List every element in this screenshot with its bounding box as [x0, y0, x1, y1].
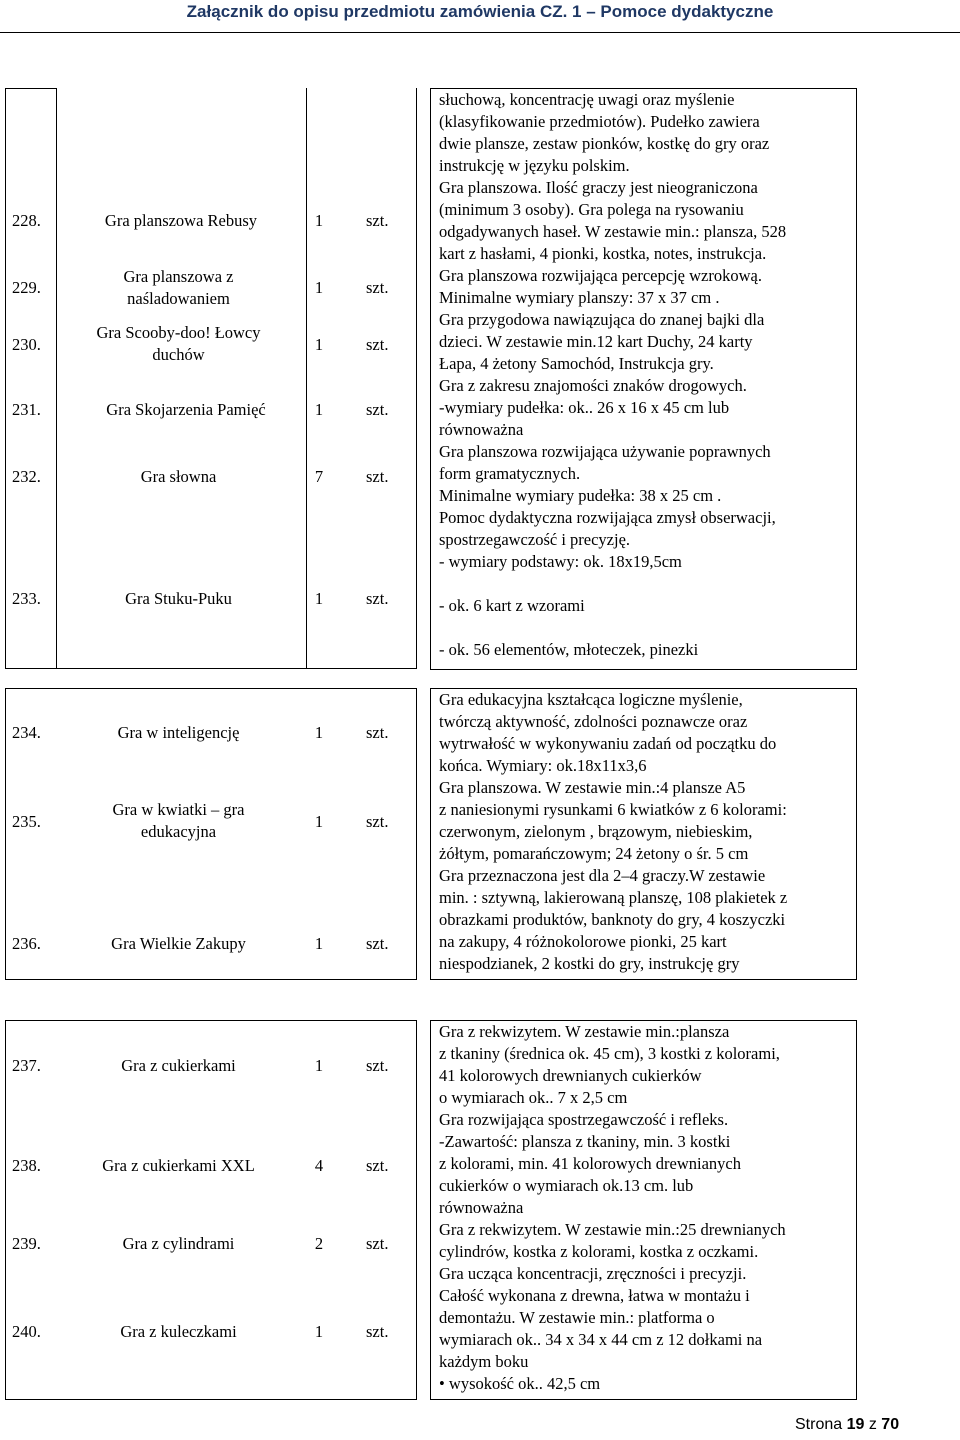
item-qty: 1 [314, 335, 324, 354]
description-line: cylindrów, kostka z kolorami, kostka z oczkami. [439, 1242, 759, 1261]
footer-prefix: Strona [795, 1416, 843, 1433]
description-text [439, 689, 854, 975]
item-name: Gra Skojarzenia Pamięć [106, 400, 266, 419]
description-line: Gra planszowa. W zestawie min.:4 plansze A5 [439, 778, 746, 797]
item-unit: szt. [366, 812, 389, 831]
description-line: • wysokość ok.. 42,5 cm [439, 1374, 601, 1393]
description-line: niespodzianek, 2 kostki do gry, instrukcję gry [439, 954, 740, 973]
item-name [66, 322, 291, 366]
item-qty: 1 [314, 934, 324, 953]
description-line: równoważna [439, 1198, 524, 1217]
item-name: Gra z cylindrami [122, 1234, 235, 1253]
description-line: min. : sztywną, lakierowaną planszę, 108 plakietek z [439, 888, 788, 907]
description-line: żółtym, pomarańczowym; 24 żetony o śr. 5 cm [439, 844, 749, 863]
description-line: obrazkami produktów, banknoty do gry, 4 koszyczki [439, 910, 786, 929]
item-unit: szt. [366, 211, 389, 230]
description-line: (klasyfikowanie przedmiotów). Pudełko zawiera [439, 112, 760, 131]
item-qty: 2 [314, 1234, 324, 1253]
item-unit: szt. [366, 1056, 389, 1075]
item-name: Gra Stuku-Puku [125, 589, 232, 608]
description-line: -Zawartość: plansza z tkaniny, min. 3 kostki [439, 1132, 731, 1151]
item-qty: 1 [314, 1056, 324, 1075]
description-line: instrukcję w języku polskim. [439, 156, 630, 175]
page-footer [795, 1416, 899, 1434]
footer-of: z [868, 1416, 877, 1433]
item-name: Gra planszowa Rebusy [104, 211, 258, 230]
item-name: Gra Wielkie Zakupy [111, 934, 246, 953]
item-number: 240. [12, 1322, 41, 1341]
description-line: o wymiarach ok.. 7 x 2,5 cm [439, 1088, 628, 1107]
description-line: Gra rozwijająca spostrzegawczość i refleks. [439, 1110, 729, 1129]
description-line: spostrzegawczość i precyzję. [439, 530, 631, 549]
item-number: 234. [12, 723, 41, 742]
item-name: Gra w inteligencję [117, 723, 240, 742]
item-unit: szt. [366, 1322, 389, 1341]
description-line: - ok. 6 kart z wzorami [439, 596, 585, 615]
item-number: 233. [12, 589, 41, 608]
item-qty: 1 [314, 211, 324, 230]
item-unit: szt. [366, 934, 389, 953]
item-unit: szt. [366, 335, 389, 354]
description-line: Łapa, 4 żetony Samochód, Instrukcja gry. [439, 354, 714, 373]
description-line: Gra edukacyjna kształcąca logiczne myślenie, [439, 690, 743, 709]
item-number: 229. [12, 278, 41, 297]
description-line: Gra z zakresu znajomości znaków drogowych. [439, 376, 747, 395]
description-line: Minimalne wymiary pudełka: 38 x 25 cm . [439, 486, 722, 505]
item-qty: 1 [314, 723, 324, 742]
items-table-block-3 [5, 1020, 417, 1400]
item-qty: 1 [314, 278, 324, 297]
description-line: na zakupy, 4 różnokolorowe pionki, 25 kart [439, 932, 727, 951]
item-unit: szt. [366, 1156, 389, 1175]
item-number: 237. [12, 1056, 41, 1075]
item-number: 235. [12, 812, 41, 831]
item-qty: 1 [314, 589, 324, 608]
item-number: 230. [12, 335, 41, 354]
description-line: Minimalne wymiary planszy: 37 x 37 cm . [439, 288, 720, 307]
item-qty: 1 [314, 1322, 324, 1341]
item-name [66, 799, 291, 843]
item-name-line: naśladowaniem [127, 289, 230, 308]
item-unit: szt. [366, 467, 389, 486]
description-line: cukierków o wymiarach ok.13 cm. lub [439, 1176, 694, 1195]
description-line: wytrwałość w wykonywaniu zadań od początku do [439, 734, 777, 753]
description-line: Gra przygodowa nawiązująca do znanej bajki dla [439, 310, 765, 329]
description-line: dwie plansze, zestaw pionków, kostkę do gry oraz [439, 134, 770, 153]
item-name-line: edukacyjna [140, 822, 217, 841]
item-qty: 1 [314, 812, 324, 831]
description-line: Całość wykonana z drewna, łatwa w montażu i [439, 1286, 750, 1305]
item-unit: szt. [366, 723, 389, 742]
page-header: Załącznik do opisu przedmiotu zamówienia CZ. 1 – Pomoce dydaktyczne [186, 2, 774, 21]
description-line: form gramatycznych. [439, 464, 581, 483]
item-number: 232. [12, 467, 41, 486]
item-name-line: duchów [152, 345, 205, 364]
description-line: z naniesionymi rysunkami 6 kwiatków z 6 kolorami: [439, 800, 787, 819]
item-qty: 1 [314, 400, 324, 419]
footer-page: 19 [846, 1416, 865, 1433]
description-line: dzieci. W zestawie min.12 kart Duchy, 24 karty [439, 332, 753, 351]
item-qty: 7 [314, 467, 324, 486]
item-qty: 4 [314, 1156, 324, 1175]
item-number: 228. [12, 211, 41, 230]
description-line: słuchową, koncentrację uwagi oraz myślenie [439, 90, 735, 109]
item-number: 236. [12, 934, 41, 953]
description-line: - ok. 56 elementów, młoteczek, pinezki [439, 640, 699, 659]
description-line [439, 617, 854, 639]
item-name: Gra z cukierkami XXL [102, 1156, 255, 1175]
description-text [439, 1021, 854, 1395]
description-line: (minimum 3 osoby). Gra polega na rysowaniu [439, 200, 744, 219]
description-line: końca. Wymiary: ok.18x11x3,6 [439, 756, 647, 775]
item-name-line: Gra planszowa z [123, 267, 234, 286]
item-name-line: Gra Scooby-doo! Łowcy [96, 323, 261, 342]
description-line: Gra z rekwizytem. W zestawie min.:plansza [439, 1022, 730, 1041]
description-line [439, 573, 854, 595]
description-line: demontażu. W zestawie min.: platforma o [439, 1308, 715, 1327]
item-name-line: Gra w kwiatki – gra [112, 800, 245, 819]
description-block-2 [430, 688, 857, 980]
description-line: Pomoc dydaktyczna rozwijająca zmysł obserwacji, [439, 508, 776, 527]
description-line: każdym boku [439, 1352, 529, 1371]
description-line: twórczą aktywność, zdolności poznawcze oraz [439, 712, 748, 731]
description-line: Gra planszowa rozwijająca używanie poprawnych [439, 442, 771, 461]
description-line: 41 kolorowych drewnianych cukierków [439, 1066, 702, 1085]
item-number: 238. [12, 1156, 41, 1175]
item-number: 231. [12, 400, 41, 419]
description-text [439, 89, 854, 661]
header-divider [0, 32, 960, 33]
item-name [66, 266, 291, 310]
description-line: odgadywanych haseł. W zestawie min.: plansza, 528 [439, 222, 787, 241]
item-unit: szt. [366, 278, 389, 297]
description-block-3 [430, 1020, 857, 1400]
description-line: czerwonym, zielonym , brązowym, niebieskim, [439, 822, 753, 841]
item-unit: szt. [366, 589, 389, 608]
item-name: Gra słowna [140, 467, 217, 486]
description-line: z kolorami, min. 41 kolorowych drewnianych [439, 1154, 741, 1173]
item-unit: szt. [366, 1234, 389, 1253]
description-line: kart z hasłami, 4 pionki, kostka, notes, instrukcja. [439, 244, 767, 263]
footer-total: 70 [881, 1416, 900, 1433]
description-line: z tkaniny (średnica ok. 45 cm), 3 kostki z kolorami, [439, 1044, 780, 1063]
description-line: -wymiary pudełka: ok.. 26 x 16 x 45 cm lub [439, 398, 730, 417]
item-name: Gra z kuleczkami [120, 1322, 237, 1341]
description-line: Gra z rekwizytem. W zestawie min.:25 drewnianych [439, 1220, 786, 1239]
description-line: Gra ucząca koncentracji, zręczności i precyzji. [439, 1264, 747, 1283]
description-line: - wymiary podstawy: ok. 18x19,5cm [439, 552, 682, 571]
description-line: wymiarach ok.. 34 x 34 x 44 cm z 12 dołkami na [439, 1330, 763, 1349]
description-block-1 [430, 88, 857, 670]
items-table-block-2 [5, 688, 417, 980]
item-unit: szt. [366, 400, 389, 419]
description-line: Gra planszowa. Ilość graczy jest nieograniczona [439, 178, 758, 197]
items-table-block-1 [5, 88, 417, 669]
description-line: Gra przeznaczona jest dla 2–4 graczy.W zestawie [439, 866, 766, 885]
item-name: Gra z cukierkami [121, 1056, 236, 1075]
description-line: Gra planszowa rozwijająca percepcję wzrokową. [439, 266, 762, 285]
description-line: równoważna [439, 420, 524, 439]
item-number: 239. [12, 1234, 41, 1253]
